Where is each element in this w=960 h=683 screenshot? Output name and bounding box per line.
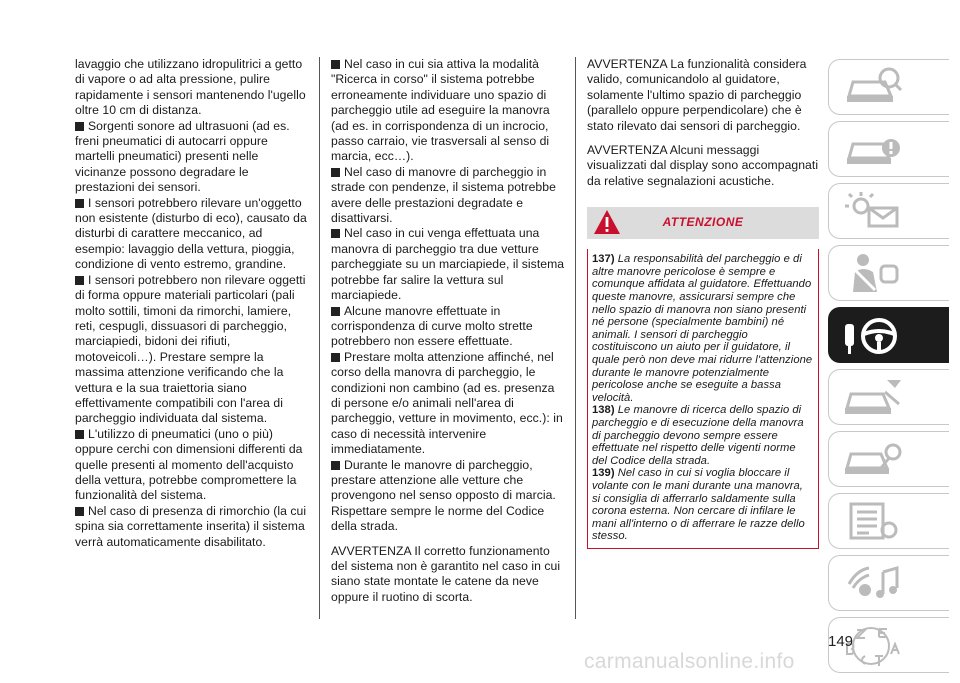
text-paragraph [75,119,310,196]
warning-header [587,207,819,239]
bullet-square-icon [331,229,340,238]
chapter-tabs [828,59,960,679]
text-paragraph [331,57,566,165]
paragraph-text: Prestare molta attenzione affinché, nel corso della manovra di parcheggio, le condizioni non cambino (ad es. presenza di persone e/o animali nell'area di parcheggio, vetture in movimento, ecc.): in caso di necessità intervenire immediatamente. [331,349,563,457]
tab-technical-data[interactable] [828,493,949,549]
paragraph-text: lavaggio che utilizzano idropulitrici a getto di vapore o ad alta pressione, pulire rapidamente i sensori mantenendo l'ugello oltre 10 cm di distanza. [75,57,306,118]
text-paragraph [331,350,566,458]
car-warning-lights-icon [843,128,903,170]
text-paragraph [75,273,310,427]
text-paragraph [75,57,310,119]
paragraph-text: Nel caso di manovre di parcheggio in strade con pendenze, il sistema potrebbe avere delle prestazioni degradate e disattivarsi. [331,164,556,226]
paragraph-text: Nel caso in cui sia attiva la modalità "Ricerca in corso" il sistema potrebbe erroneamente individuare uno spazio di parcheggio utile ad eseguire la manovra (ad es. in corrispondenza di un incrocio, passo carraio, vie trasversali al senso di marcia, ecc…). [331,57,550,164]
bullet-square-icon [331,60,340,69]
warning-ref: 138) [592,404,615,417]
text-paragraph [331,458,566,535]
warning-ref: 139) [592,467,615,480]
text-column-2 [331,57,566,605]
text-paragraph [75,196,310,273]
warning-item [592,467,813,543]
tab-starting-driving[interactable] [828,307,949,363]
tab-seatbelt[interactable] [828,245,949,301]
text-paragraph [331,544,566,606]
bullet-square-icon [331,461,340,470]
bullet-square-icon [75,276,84,285]
tab-maintenance[interactable] [828,431,949,487]
bullet-square-icon [331,168,340,177]
safety-airbag-icon [843,190,903,232]
text-column-1 [75,57,310,550]
text-paragraph [331,226,566,303]
paragraph-text: Nel caso in cui venga effettuata una manovra di parcheggio tra due vetture parcheggiate su un marciapiede, il sistema potrebbe far salire la vettura sul marciapiede. [331,226,565,303]
warning-item [592,404,813,467]
paragraph-text: AVVERTENZA Il corretto funzionamento del sistema non è garantito nel caso in cui siano state montate le catene da neve oppure il ruotino di scorta. [331,543,561,604]
column-divider [319,57,320,619]
text-paragraph [75,504,310,550]
tab-emergency[interactable] [828,369,949,425]
text-paragraph [75,427,310,504]
multimedia-icon [843,562,903,604]
warning-ref: 137) [592,253,615,266]
warning-text: Le manovre di ricerca dello spazio di parcheggio e di esecuzione della manovra di parcheggio devono sempre essere effettuate nel rispetto delle vigenti norme del Codice della strada. [592,404,804,467]
key-steering-wheel-icon [843,314,903,356]
bullet-square-icon [75,199,84,208]
column-divider [575,57,576,619]
warning-box [587,249,819,549]
paragraph-text: Sorgenti sonore ad ultrasuoni (ad es. freni pneumatici di autocarri oppure martelli pneumatici) presenti nelle vicinanze possono degradare le prestazioni dei sensori. [75,118,290,195]
warning-text: La responsabilità del parcheggio e di altre manovre pericolose è sempre e comunque affidata al guidatore. Effettuando queste manovre, assicurarsi sempre che nello spazio di manovra non siano presenti né persone (specialmente bambini) né animali. I sensori di parcheggio costituiscono un aiuto per il guidatore, il quale però non deve mai ridurre l'attenzione durante le manovre potenzialmente pericolose anche se eseguite a bassa velocità. [592,253,813,404]
paragraph-text: I sensori potrebbero non rilevare oggetti di forma oppure materiali particolari (pali molto sottili, timoni da rimorchi, lamiere, reti, cespugli, dissuasori di parcheggio, marciapiedi, bidoni dei rifiuti, motoveicoli…). Prestare sempre la massima attenzione verificando che la vettura e la sua traiettoria siano effettivamente compatibili con l'area di parcheggio individuata dal sistema. [75,272,306,426]
paragraph-text: I sensori potrebbero rilevare un'oggetto non esistente (disturbo di eco), causato da disturbi di carattere meccanico, ad esempio: lavaggio della vettura, pioggia, condizione di vento estremo, grandine. [75,195,307,272]
tab-car-info[interactable] [828,59,949,115]
bullet-square-icon [75,122,84,131]
bullet-square-icon [75,430,84,439]
bullet-square-icon [75,507,84,516]
paragraph-text: L'utilizzo di pneumatici (uno o più) oppure cerchi con dimensioni differenti da quelle presenti al momento dell'acquisto della vettura, potrebbe compromettere la funzionalità del sistema. [75,426,303,503]
watermark-text: carmanualsonline.info [584,650,795,673]
tab-warning-lights[interactable] [828,121,949,177]
paragraph-text: Durante le manovre di parcheggio, prestare attenzione alle vetture che provengono nel senso opposto di marcia. Rispettare sempre le norme del Codice della strada. [331,457,556,534]
bullet-square-icon [331,353,340,362]
warning-title: ATTENZIONE [662,215,744,230]
car-info-icon [843,66,903,108]
text-paragraph [331,304,566,350]
paragraph-text: Alcune manovre effettuate in corrispondenza di curve molto strette potrebbero non essere effettuate. [331,303,533,349]
car-maintenance-icon [843,438,903,480]
bullet-square-icon [331,307,340,316]
tab-multimedia[interactable] [828,555,949,611]
warning-item [592,253,813,404]
car-emergency-icon [843,376,903,418]
paragraph-text: Nel caso di presenza di rimorchio (la cui spina sia correttamente inserita) il sistema verrà automaticamente disabilitato. [75,503,307,549]
page-number: 149 [828,633,854,650]
warning-text: Nel caso in cui si voglia bloccare il volante con le mani durante una manovra, si consiglia di afferrarlo saldamente sulla corona esterna. Non cercare di infilare le mani all'interno o di afferrare le razze dello stesso. [592,467,805,543]
tab-safety[interactable] [828,183,949,239]
note-paragraph: AVVERTENZA Alcuni messaggi visualizzati dal display sono accompagnati da relative segnalazioni acustiche. [587,143,819,188]
note-paragraph: AVVERTENZA La funzionalità considera valido, comunicandolo al guidatore, solamente l'ultimo spazio di parcheggio (parallelo oppure perpendicolare) che è stato rilevato dai sensori di parcheggio. [587,57,807,133]
text-paragraph [331,165,566,227]
technical-data-icon [843,500,903,542]
text-column-3 [587,57,819,549]
seatbelt-passenger-icon [843,252,903,294]
